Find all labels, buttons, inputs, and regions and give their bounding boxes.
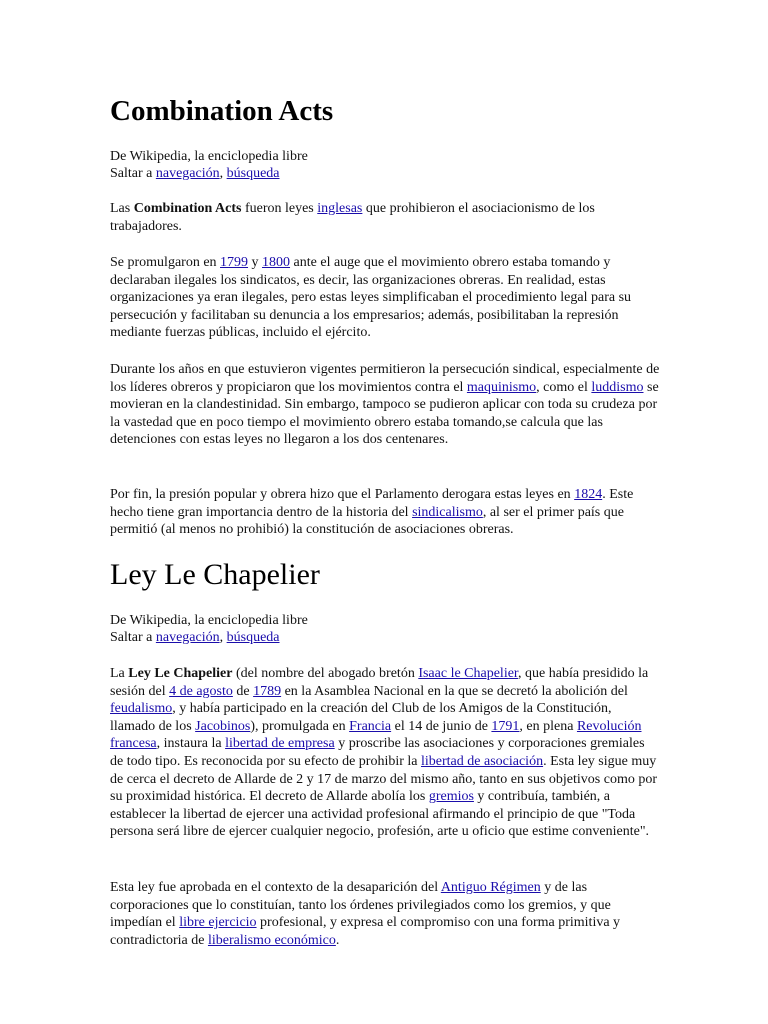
link-inglesas[interactable]: inglesas — [317, 201, 363, 216]
link-4-de-agosto[interactable]: 4 de agosto — [169, 683, 233, 699]
link-francia[interactable]: Francia — [349, 718, 392, 734]
article-meta-2 — [110, 612, 660, 646]
link-gremios[interactable]: gremios — [428, 789, 474, 805]
link-1791[interactable]: 1791 — [491, 718, 520, 734]
link-libertad-de-asociacion[interactable]: libertad de asociación — [421, 753, 544, 769]
paragraph-context: Esta ley fue aprobada en el contexto de la desaparición del Antiguo Régimen y de las corporaciones que lo constituían, tanto los órdenes privilegiados como los gremios, y que impedían el libre ejercicio profesional, y expresa el compromiso con una forma primitiva y contradictoria de liberalismo económico. — [110, 880, 621, 948]
link-1824[interactable]: 1824 — [574, 487, 603, 502]
link-liberalismo-economico[interactable]: liberalismo económico — [207, 932, 336, 948]
search-link[interactable]: búsqueda — [226, 166, 280, 181]
link-1799[interactable]: 1799 — [220, 255, 249, 270]
source-line: De Wikipedia, la enciclopedia libre — [110, 149, 308, 164]
paragraph-promulgation: Se promulgaron en 1799 y 1800 ante el auge que el movimiento obrero estaba tomando y declaraban ilegales los sindicatos, es decir, las organizaciones obreras. En realidad, estas organizaciones ya eran ilegales, pero estas leyes simplificaban el procedimiento legal para su persecución y facilitaban su denuncia a los empresarios; además, posibilitaban la represión mediante fuerzas públicas, incluido el ejército. — [110, 255, 632, 341]
link-jacobinos[interactable]: Jacobinos — [195, 718, 251, 734]
link-libre-ejercicio[interactable]: libre ejercicio — [179, 915, 257, 931]
paragraph-persecution: Durante los años en que estuvieron vigentes permitieron la persecución sindical, especialmente de los líderes obreros y propiciaron que los movimientos contra el maquinismo, como el luddismo se movieran en la clandestinidad. Sin embargo, tampoco se pudieron aplicar con toda su crudeza por la vastedad que en poco tiempo el movimiento obrero estaba tomando,se calcula que las detenciones con estas leyes no llegaron a los dos centenares. — [110, 362, 660, 448]
source-line-2: De Wikipedia, la enciclopedia libre — [110, 613, 308, 628]
link-libertad-de-empresa[interactable]: libertad de empresa — [225, 736, 335, 752]
link-1789[interactable]: 1789 — [253, 683, 282, 699]
link-maquinismo[interactable]: maquinismo — [466, 379, 537, 395]
link-antiguo-regimen[interactable]: Antiguo Régimen — [440, 880, 541, 895]
paragraph-intro: Las Combination Acts fueron leyes inglesas que prohibieron el asociacionismo de los trabajadores. — [110, 201, 595, 234]
jump-links: Saltar a navegación, búsqueda — [110, 166, 280, 181]
link-feudalismo[interactable]: feudalismo — [110, 701, 173, 717]
link-1800[interactable]: 1800 — [262, 255, 291, 270]
navigation-link[interactable]: navegación — [155, 166, 220, 181]
paragraph-chapelier-law: La Ley Le Chapelier (del nombre del abogado bretón Isaac le Chapelier, que había presidido la sesión del 4 de agosto de 1789 en la Asamblea Nacional en la que se decretó la abolición del feudalismo, y había participado en la creación del Club de los Amigos de la Constitución, llamado de los Jacobinos), promulgada en Francia el 14 de junio de 1791, en plena Revolución francesa, instaura la libertad de empresa y proscribe las asociaciones y corporaciones gremiales de todo tipo. Es reconocida por su efecto de prohibir la libertad de asociación. Esta ley sigue muy de cerca el decreto de Allarde de 2 y 17 de marzo del mismo año, tanto en sus objetivos como por su proximidad histórica. El decreto de Allarde abolía los gremios y contribuía, también, a establecer la libertad de ejercer una actividad profesional afirmando el principio de que "Toda persona será libre de ejercer cualquier negocio, profesión, arte u oficio que estime conveniente". — [110, 666, 657, 840]
link-sindicalismo[interactable]: sindicalismo — [412, 504, 483, 520]
paragraph-repeal: Por fin, la presión popular y obrera hizo que el Parlamento derogara estas leyes en 1824. Este hecho tiene gran importancia dentro de la historia del sindicalismo, al ser el primer país que permitió (al menos no prohibió) la constitución de asociaciones obreras. — [110, 487, 634, 538]
link-luddismo[interactable]: luddismo — [591, 379, 644, 395]
navigation-link-2[interactable]: navegación — [155, 630, 220, 645]
link-isaac-le-chapelier[interactable]: Isaac le Chapelier — [418, 666, 519, 681]
article-title-ley-le-chapelier: Ley Le Chapelier — [110, 558, 320, 591]
article-meta — [110, 148, 660, 182]
jump-links-2: Saltar a navegación, búsqueda — [110, 630, 280, 645]
link-revolucion-francesa[interactable]: Revolución francesa — [110, 718, 642, 752]
search-link-2[interactable]: búsqueda — [226, 630, 280, 645]
article-title-combination-acts: Combination Acts — [110, 95, 334, 127]
